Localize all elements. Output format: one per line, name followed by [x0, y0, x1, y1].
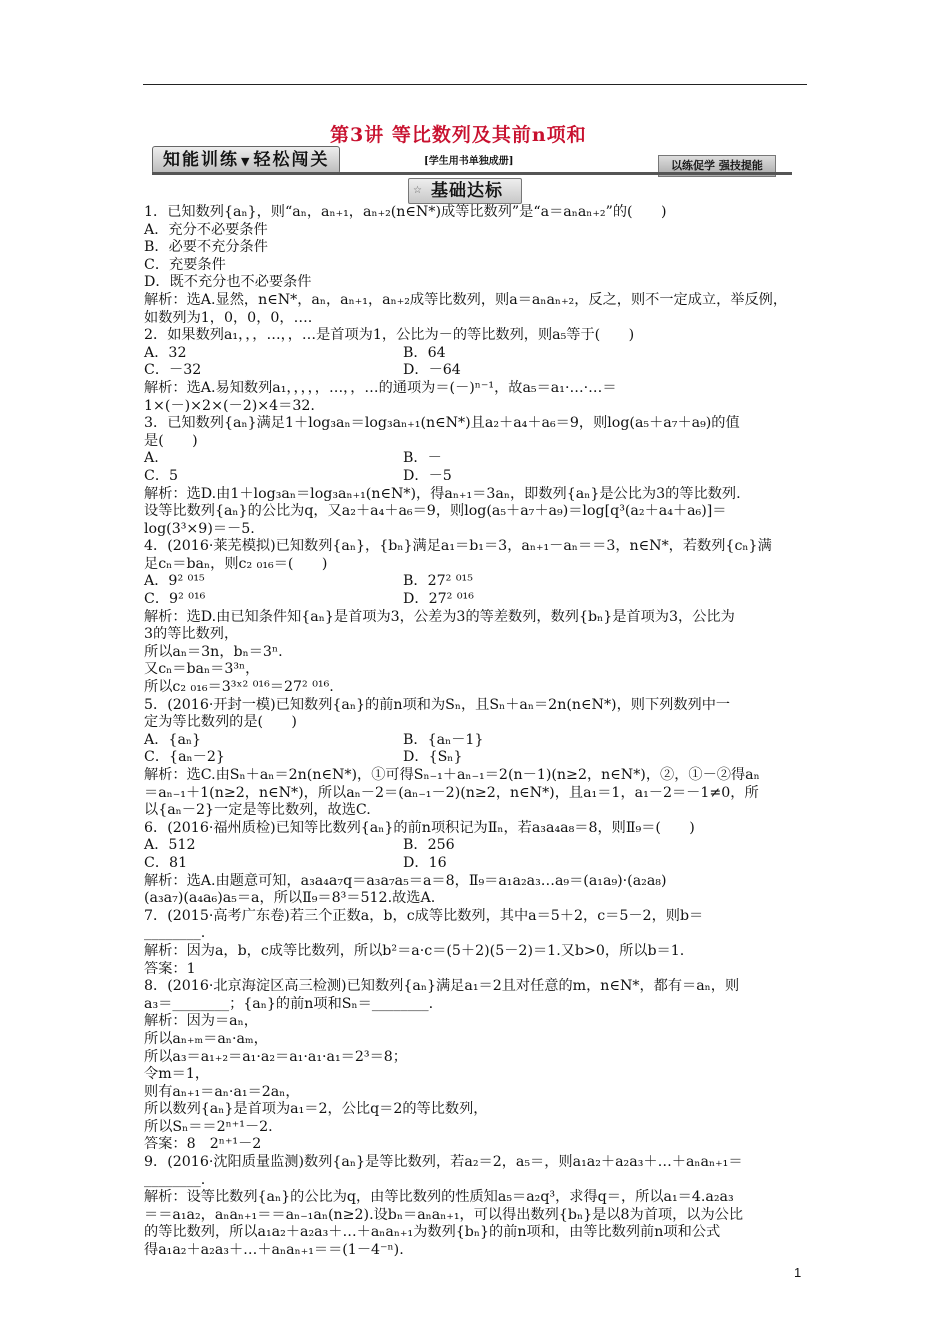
option-text: B．{aₙ－1} — [403, 731, 484, 748]
text-line: D．既不充分也不必要条件 — [144, 274, 312, 291]
text-line: B．必要不充分条件 — [144, 239, 268, 256]
option-text: D．16 — [403, 854, 447, 871]
text-line: 解析：选A.易知数列a₁，，，，，…，，…的通项为＝(－)ⁿ⁻¹，故a₅＝a₁·…·…＝ — [144, 379, 617, 396]
option-text: A．512 — [144, 837, 196, 854]
option-row — [144, 749, 808, 767]
text-line: 设等比数列{aₙ}的公比为q，又a₂＋a₄＋a₆＝9，则log(a₅＋a₇＋a₉)＝log[q³(a₂＋a₄＋a₆)]＝ — [144, 503, 727, 520]
option-text: B．－ — [403, 450, 442, 467]
text-line: 答案：8 2ⁿ⁺¹－2 — [144, 1136, 262, 1153]
text-line: C．充要条件 — [144, 256, 226, 273]
text-line: 8．(2016·北京海淀区高三检测)已知数列{aₙ}满足a₁＝2且对任意的m，n∈N*，都有＝aₙ，则 — [144, 978, 740, 995]
text-line: 又cₙ＝baₙ＝3³ⁿ， — [144, 661, 260, 678]
text-line: 的等比数列，所以a₁a₂＋a₂a₃＋…＋aₙaₙ₊₁为数列{bₙ}的前n项和，由等比数列前n项和公式 — [144, 1224, 721, 1241]
page-number: 1 — [794, 1265, 802, 1280]
option-text: A．9² ⁰¹⁵ — [144, 573, 205, 590]
option-text: A. — [144, 450, 159, 467]
text-line: 所以aₙ＝3n，bₙ＝3ⁿ. — [144, 643, 283, 660]
banner-bar — [152, 172, 792, 175]
option-text: A．{aₙ} — [144, 731, 202, 748]
option-text: A．32 — [144, 344, 187, 361]
text-line: 解析：选A.显然，n∈N*，aₙ，aₙ₊₁，aₙ₊₂成等比数列，则a＝aₙaₙ₊₂，反之，则不一定成立，举反例， — [144, 291, 788, 308]
text-line: 1×(－)×2×(－2)×4＝32. — [144, 397, 315, 414]
option-text: C．{aₙ－2} — [144, 749, 225, 766]
text-line: 则有aₙ₊₁＝aₙ·a₁＝2aₙ， — [144, 1083, 300, 1100]
option-row — [144, 837, 808, 855]
text-line: 6．(2016·福州质检)已知等比数列{aₙ}的前n项积记为Ⅱₙ，若a₃a₄a₈＝8，则Ⅱ₉＝( ) — [144, 819, 695, 836]
text-line: 5．(2016·开封一模)已知数列{aₙ}的前n项和为Sₙ，且Sₙ＋aₙ＝2n(n∈N*)，则下列数列中一 — [144, 696, 731, 713]
text-line: 如数列为1，0，0，0，…. — [144, 309, 313, 326]
option-text: B．64 — [403, 344, 446, 361]
text-line: 解析：选D.由1＋log₃aₙ＝log₃aₙ₊₁(n∈N*)，得aₙ₊₁＝3aₙ，即数列{aₙ}是公比为3的等比数列. — [144, 485, 741, 502]
text-line: 足cₙ＝baₙ，则c₂ ₀₁₆＝( ) — [144, 555, 328, 572]
text-line: (a₃a₇)(a₄a₆)a₅＝a，所以Ⅱ₉＝8³＝512.故选A. — [144, 890, 436, 907]
banner-right: 以练促学 强技提能 — [658, 155, 776, 177]
section-heading — [408, 178, 522, 204]
text-line: 解析：设等比数列{aₙ}的公比为q，由等比数列的性质知a₅＝a₂q³，求得q＝，所以a₁＝4.a₂a₃ — [144, 1189, 734, 1206]
option-text: D．－64 — [403, 362, 461, 379]
banner-left — [152, 146, 340, 174]
page-title: 第3讲 等比数列及其前n项和 — [330, 124, 587, 146]
text-line: 得a₁a₂＋a₂a₃＋…＋aₙaₙ₊₁＝＝(1－4⁻ⁿ). — [144, 1242, 404, 1259]
text-line: 所以aₙ₊ₘ＝aₙ·aₘ， — [144, 1030, 268, 1047]
text-line: ________. — [144, 1171, 206, 1188]
option-text: D．{Sₙ} — [403, 749, 463, 766]
option-text: C．5 — [144, 467, 179, 484]
option-row — [144, 855, 808, 873]
text-line: ＝＝a₁a₂，aₙaₙ₊₁＝＝aₙ₋₁aₙ(n≥2).设bₙ＝aₙaₙ₊₁，可以得出数列{bₙ}是以8为首项，以为公比 — [144, 1206, 744, 1223]
text-line: 解析：选A.由题意可知，a₃a₄a₇q＝a₃a₇a₅＝a＝8，Ⅱ₉＝a₁a₂a₃…a₉＝(a₁a₉)·(a₂a₈) — [144, 872, 667, 889]
text-line: a₃＝________；{aₙ}的前n项和Sₙ＝________. — [144, 995, 434, 1012]
text-line: 定为等比数列的是( ) — [144, 714, 297, 731]
text-line: 以{aₙ－2}一定是等比数列，故选C. — [144, 802, 371, 819]
option-row — [144, 450, 808, 468]
student-book-note: [学生用书单独成册] — [424, 156, 514, 167]
exercise-content — [144, 204, 808, 1260]
header-rule — [143, 84, 807, 85]
option-text: C．－32 — [144, 362, 202, 379]
option-row — [144, 362, 808, 380]
text-line: 3．已知数列{aₙ}满足1＋log₃aₙ＝log₃aₙ₊₁(n∈N*)且a₂＋a₄＋a₆＝9，则log(a₅＋a₇＋a₉)的值 — [144, 415, 740, 432]
star-icon: ☆ — [413, 185, 423, 196]
text-line: 所以a₃＝a₁₊₂＝a₁·a₂＝a₁·a₁·a₁＝2³＝8； — [144, 1048, 407, 1065]
text-line: 解析：因为＝aₙ， — [144, 1013, 258, 1030]
banner-left-text: 知能训练 — [163, 150, 239, 170]
text-line: A．充分不必要条件 — [144, 221, 268, 238]
section-title: 基础达标 — [431, 181, 503, 201]
text-line: 9．(2016·沈阳质量监测)数列{aₙ}是等比数列，若a₂＝2，a₅＝，则a₁a₂＋a₂a₃＋…＋aₙaₙ₊₁＝ — [144, 1154, 743, 1171]
text-line: ＝aₙ₋₁＋1(n≥2，n∈N*)，所以aₙ－2＝(aₙ₋₁－2)(n≥2，n∈N*)，且a₁＝1，a₁－2＝－1≠0，所 — [144, 784, 759, 801]
text-line: 7．(2015·高考广东卷)若三个正数a，b，c成等比数列，其中a＝5＋2，c＝5－2，则b＝ — [144, 907, 704, 924]
text-line: 解析：选D.由已知条件知{aₙ}是首项为3，公差为3的等差数列，数列{bₙ}是首项为3，公比为 — [144, 608, 735, 625]
text-line: 1．已知数列{aₙ}，则“aₙ，aₙ₊₁，aₙ₊₂(n∈N*)成等比数列”是“a＝aₙaₙ₊₂”的( ) — [144, 204, 667, 220]
text-line: ________. — [144, 925, 206, 942]
banner-left-text-2: 轻松闯关 — [253, 150, 330, 170]
text-line: 解析：因为a，b，c成等比数列，所以b²＝a·c＝(5＋2)(5－2)＝1.又b>0，所以b＝1. — [144, 942, 685, 959]
triangle-down-icon: ▼ — [241, 155, 252, 168]
option-row — [144, 468, 808, 486]
text-line: 令m＝1， — [144, 1066, 210, 1083]
text-line: 是( ) — [144, 432, 198, 449]
text-line: 2．如果数列a₁，，，…，，…是首项为1，公比为－的等比数列，则a₅等于( ) — [144, 327, 635, 344]
option-text: D．27² ⁰¹⁶ — [403, 591, 474, 608]
option-text: C．81 — [144, 854, 188, 871]
text-line: 3的等比数列， — [144, 626, 239, 643]
text-line: 所以Sₙ＝＝2ⁿ⁺¹－2. — [144, 1118, 273, 1135]
option-row — [144, 732, 808, 750]
option-text: C．9² ⁰¹⁶ — [144, 591, 206, 608]
option-row — [144, 573, 808, 591]
option-row — [144, 591, 808, 609]
option-text: B．27² ⁰¹⁵ — [403, 573, 473, 590]
text-line: 解析：选C.由Sₙ＋aₙ＝2n(n∈N*)，①可得Sₙ₋₁＋aₙ₋₁＝2(n－1)(n≥2，n∈N*)，②，①－②得aₙ — [144, 767, 760, 783]
text-line: log(3³×9)＝－5. — [144, 520, 255, 537]
text-line: 所以数列{aₙ}是首项为a₁＝2，公比q＝2的等比数列， — [144, 1101, 488, 1118]
option-text: D．－5 — [403, 467, 452, 484]
text-line: 答案：1 — [144, 960, 196, 977]
text-line: 所以c₂ ₀₁₆＝3³ˣ² ⁰¹⁶＝27² ⁰¹⁶. — [144, 679, 334, 696]
option-row — [144, 345, 808, 363]
option-text: B．256 — [403, 837, 455, 854]
text-line: 4．(2016·莱芜模拟)已知数列{aₙ}，{bₙ}满足a₁＝b₁＝3，aₙ₊₁－aₙ＝＝3，n∈N*，若数列{cₙ}满 — [144, 538, 772, 555]
